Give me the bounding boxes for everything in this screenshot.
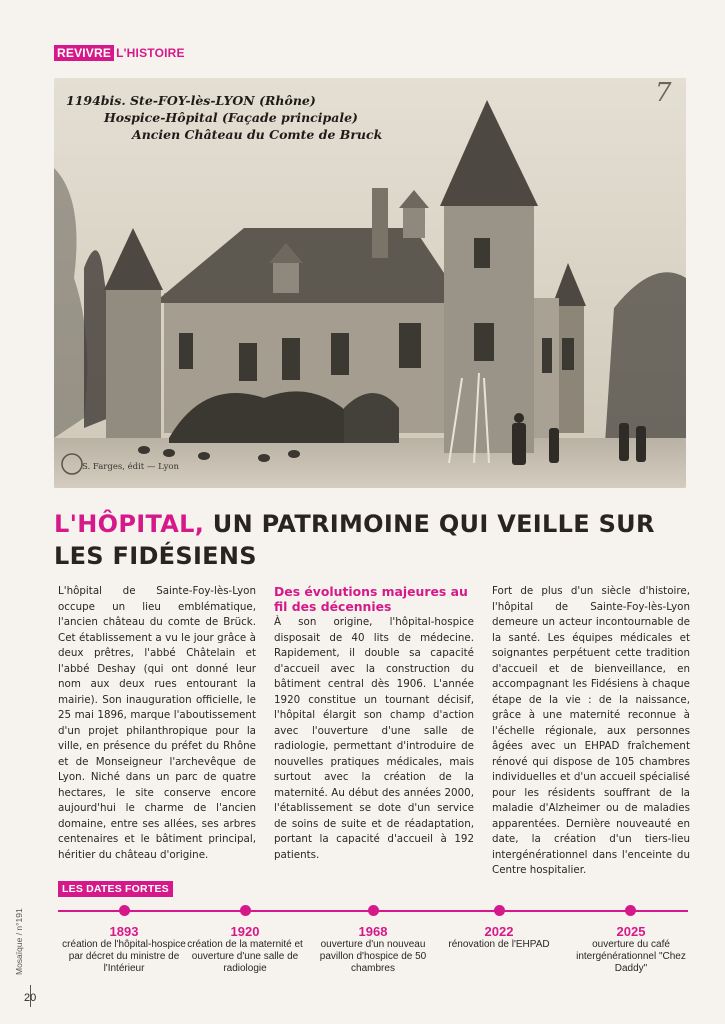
page-number: 20: [24, 992, 37, 1004]
photo-number: 7: [655, 78, 672, 108]
article-column-1: L'hôpital de Sainte-Foy-lès-Lyon occupe un lieu emblématique, l'ancien château du comte de Brück. Cet établissement a vu le jour grâce à deux prêtres, l'abbé Châtelain et l'abbé Deshay (qui ont donné leur nom aux deux rues entourant la mairie). Son inauguration officielle, le 25 mai 1896, marque l'aboutissement d'un projet philanthropique pour la ville, en présence du préfet du Rhône et de Monseigneur l'archevêque de Lyon. Niché dans un parc de quatre hectares, le site conserve encore aujourd'hui le charme de l'ancien domaine, entre ses allées, ses arbres centenaires et le bâtiment principal, héritier du château d'origine.: [58, 585, 256, 861]
timeline-dot-1920: [240, 905, 251, 916]
timeline-dot-1968: [368, 905, 379, 916]
article-column-3: Fort de plus d'un siècle d'histoire, l'hôpital de Sainte-Foy-lès-Lyon demeure un acteur incontournable de la santé. Les équipes médicales et soignantes perpétuent cette tradition d'accueil et de bienveillance, en accompagnant les Fidésiens à chaque étape de la vie : de la naissance, grâce à une maternité reconnue à l'échelle régionale, aux personnes âgées avec un EHPAD fraîchement rénové qui dispose de 105 chambres individuelles et d'un accueil spécialisé pour les résidents souffrant de la maladie d'Alzheimer ou de maladies apparentées. Dernière nouveauté en date, la création d'un tiers-lieu intergénérationnel dans l'enceinte du Centre hospitalier.: [492, 585, 690, 876]
section-tag: [54, 45, 185, 61]
event-text: création de l'hôpital-hospice par décret du ministre de l'Intérieur: [62, 939, 186, 974]
caption-line-1: 1194bis. Ste-FOY-lès-LYON (Rhône): [66, 93, 316, 108]
timeline-event-1893: [59, 924, 189, 975]
timeline-label: LES DATES FORTES: [58, 881, 173, 897]
magazine-issue: Mosaïque / n°191: [14, 908, 24, 975]
event-year: 1968: [358, 924, 388, 939]
column-2-heading: Des évolutions majeures au fil des décennies: [274, 584, 468, 614]
caption-line-2: Hospice-Hôpital (Façade principale): [104, 110, 358, 125]
timeline-event-1968: [308, 924, 438, 975]
section-tag-title: L'HISTOIRE: [116, 46, 185, 60]
timeline-event-2025: [566, 924, 696, 975]
event-year: 1893: [109, 924, 139, 939]
photo-caption: [66, 92, 382, 143]
article-title: [54, 508, 674, 572]
caption-line-3: Ancien Château du Comte de Bruck: [132, 127, 383, 142]
timeline-dot-2022: [494, 905, 505, 916]
article-column-2: [274, 584, 474, 863]
title-accent: L'HÔPITAL,: [54, 510, 205, 538]
event-text: ouverture d'un nouveau pavillon d'hospice de 50 chambres: [319, 939, 427, 974]
timeline-dot-1893: [119, 905, 130, 916]
event-text: création de la maternité et ouverture d'une salle de radiologie: [187, 939, 303, 974]
timeline-dot-2025: [625, 905, 636, 916]
event-text: rénovation de l'EHPAD: [448, 939, 550, 950]
title-rest: UN PATRIMOINE QUI VEILLE SUR LES FIDÉSIENS: [54, 510, 655, 570]
photo-credit: S. Farges, édit — Lyon: [82, 462, 180, 472]
section-tag-label: REVIVRE: [54, 45, 114, 61]
timeline-event-2022: [434, 924, 564, 951]
event-text: ouverture du café intergénérationnel "Chez Daddy": [576, 939, 686, 974]
event-year: 2025: [616, 924, 646, 939]
event-year: 2022: [484, 924, 514, 939]
timeline-event-1920: [180, 924, 310, 975]
event-year: 1920: [230, 924, 260, 939]
column-2-text: À son origine, l'hôpital-hospice disposait de 40 lits de médecine. Rapidement, il double sa capacité d'accueil avec la construction du bâtiment central dès 1906. L'année 1920 constitue un tournant décisif, l'hôpital élargit son champ d'action avec l'ouverture d'une salle de radiologie, permettant d'introduire de nouvelles pratiques médicales, mais surtout avec la création de la maternité. Au début des années 2000, l'établissement se dote d'un service de soins de suite et de réadaptation, portant la capacité d'accueil à 192 patients.: [274, 616, 474, 861]
